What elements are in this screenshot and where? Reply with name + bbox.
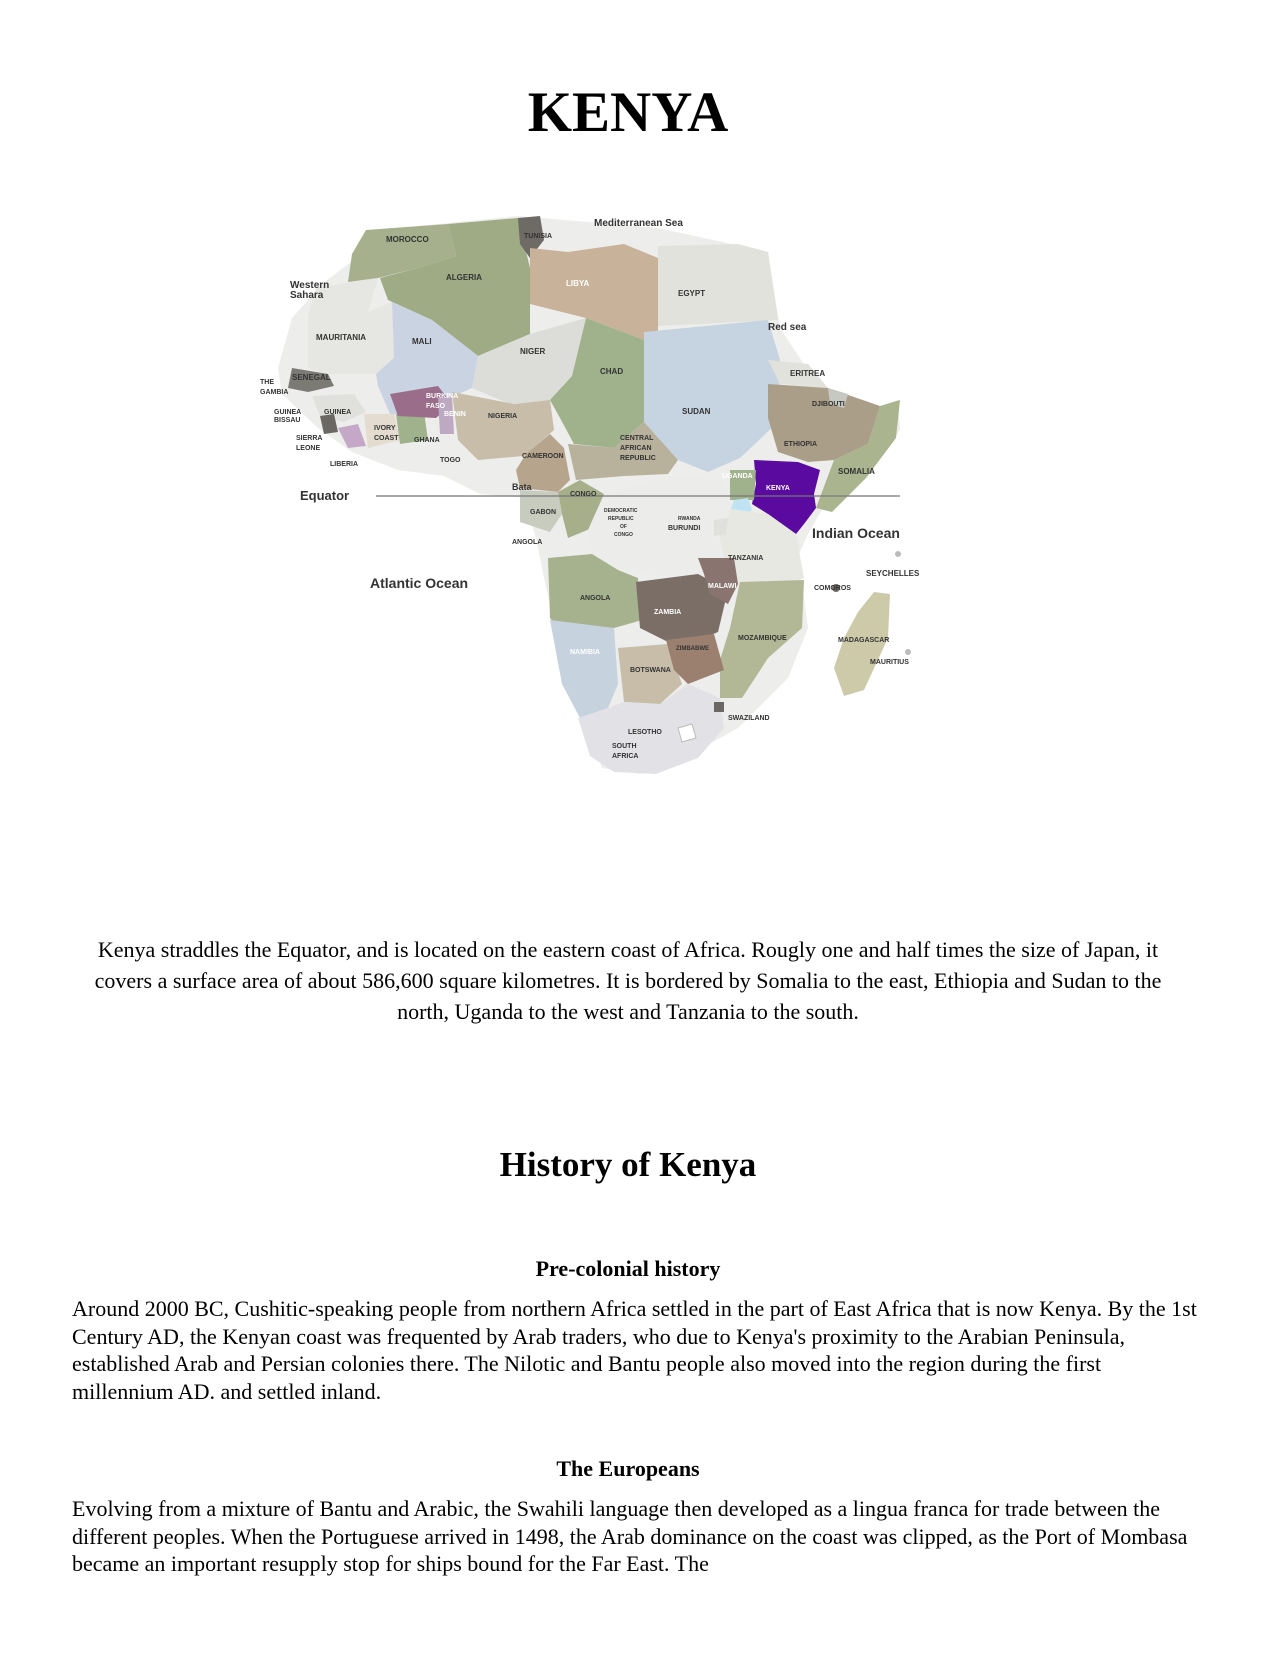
label-burundi: BURUNDI (668, 525, 701, 532)
label-uganda: UGANDA (722, 473, 753, 480)
label-niger: NIGER (520, 347, 546, 356)
label-namibia: NAMIBIA (570, 649, 600, 656)
label-the-gambia-2: GAMBIA (260, 389, 289, 396)
label-zambia: ZAMBIA (654, 609, 682, 616)
label-ivory-coast-1: IVORY (374, 425, 396, 432)
label-western-sahara-1: Western (290, 280, 330, 291)
label-drc-1: DEMOCRATIC (604, 508, 638, 514)
label-gabon: GABON (530, 509, 557, 516)
label-sudan: SUDAN (682, 407, 711, 416)
label-cameroon: CAMEROON (522, 453, 564, 460)
label-angola: ANGOLA (580, 595, 611, 602)
label-ghana: GHANA (414, 437, 440, 444)
label-senegal: SENEGAL (292, 373, 331, 382)
label-seychelles: SEYCHELLES (866, 569, 920, 578)
label-togo: TOGO (440, 457, 461, 464)
label-red-sea: Red sea (768, 322, 807, 333)
label-guinea: GUINEA (324, 409, 352, 416)
page-title: KENYA (527, 81, 729, 144)
country-swaziland (714, 702, 724, 712)
label-zimbabwe: ZIMBABWE (676, 646, 709, 652)
country-rwanda (714, 518, 728, 536)
label-sierra-leone-1: SIERRA (296, 435, 323, 442)
label-car-3: REPUBLIC (620, 455, 656, 462)
label-swaziland: SWAZILAND (728, 715, 770, 722)
label-djibouti: DJIBOUTI (812, 401, 845, 408)
label-south-africa-2: AFRICA (612, 753, 639, 760)
label-angola-small: ANGOLA (512, 539, 543, 546)
label-indian-ocean: Indian Ocean (812, 525, 900, 541)
label-kenya: KENYA (766, 485, 790, 492)
label-bata: Bata (512, 482, 532, 492)
history-heading: History of Kenya (499, 1145, 757, 1184)
label-egypt: EGYPT (678, 289, 706, 298)
country-namibia (550, 620, 618, 718)
label-ethiopia: ETHIOPIA (784, 441, 818, 448)
country-seychelles (895, 551, 901, 557)
label-madagascar: MADAGASCAR (838, 637, 890, 644)
label-congo: CONGO (570, 491, 597, 498)
label-burkina-2: FASO (426, 403, 446, 410)
label-algeria: ALGERIA (446, 273, 482, 282)
label-libya: LIBYA (566, 279, 590, 288)
label-malawi: MALAWI (708, 583, 737, 590)
label-chad: CHAD (600, 367, 624, 376)
label-tunisia: TUNISIA (524, 233, 552, 240)
label-burkina-1: BURKINA (426, 393, 459, 400)
label-guinea-bissau-2: BISSAU (274, 417, 301, 424)
label-car-1: CENTRAL (620, 435, 654, 442)
label-nigeria: NIGERIA (488, 413, 518, 420)
label-mauritius: MAURITIUS (870, 659, 909, 666)
label-guinea-bissau-1: GUINEA (274, 409, 302, 416)
label-sierra-leone-2: LEONE (296, 445, 321, 452)
label-the-gambia-1: THE (260, 379, 274, 386)
label-drc-3: OF (620, 524, 627, 530)
europeans-heading: The Europeans (556, 1456, 700, 1481)
country-mauritius (905, 649, 911, 655)
label-drc-2: REPUBLIC (608, 516, 634, 522)
precolonial-paragraph: Around 2000 BC, Cushitic-speaking people from northern Africa settled in the part of East Africa that is now Kenya. By the 1st Century AD, the Kenyan coast was frequented by Arab traders, who due to Kenya's proximity to the Arabian Peninsula, established Arab and Persian colonies there. The Nilotic and Bantu people also moved into the region during the first millennium AD. and settled inland. (72, 1296, 1197, 1404)
label-comoros: COMOROS (814, 585, 851, 592)
label-lesotho: LESOTHO (628, 729, 662, 736)
europeans-paragraph: Evolving from a mixture of Bantu and Arabic, the Swahili language then developed as a lingua franca for trade between the different peoples. When the Portuguese arrived in 1498, the Arab dominance on the coast was clipped, as the Port of Mombasa became an important resupply stop for ships bound for the Far East. The (72, 1496, 1188, 1576)
label-benin: BENIN (444, 411, 466, 418)
label-mauritania: MAURITANIA (316, 333, 367, 342)
label-tanzania: TANZANIA (728, 555, 764, 562)
label-mediterranean: Mediterranean Sea (594, 218, 683, 229)
label-western-sahara-2: Sahara (290, 290, 324, 301)
label-car-2: AFRICAN (620, 445, 652, 452)
label-morocco: MOROCCO (386, 235, 429, 244)
africa-map (260, 208, 1000, 816)
label-atlantic-ocean: Atlantic Ocean (370, 575, 469, 591)
label-somalia: SOMALIA (838, 467, 875, 476)
country-madagascar (834, 592, 890, 696)
label-botswana: BOTSWANA (630, 667, 671, 674)
africa-map-graphic (260, 208, 1000, 816)
intro-paragraph: Kenya straddles the Equator, and is located on the eastern coast of Africa. Rougly one and half times the size of Japan, it covers a surface area of about 586,600 square kilometres. It is bordered by Somalia to the east, Ethiopia and Sudan to the north, Uganda to the west and Tanzania to the south. (94, 937, 1162, 1024)
label-mozambique: MOZAMBIQUE (738, 635, 787, 642)
label-mali: MALI (412, 337, 432, 346)
precolonial-heading: Pre-colonial history (535, 1256, 721, 1281)
label-south-africa-1: SOUTH (612, 743, 637, 750)
label-eritrea: ERITREA (790, 369, 826, 378)
label-drc-4: CONGO (614, 532, 633, 538)
label-rwanda: RWANDA (678, 516, 701, 522)
label-ivory-coast-2: COAST (374, 435, 399, 442)
country-egypt (658, 244, 778, 326)
label-liberia: LIBERIA (330, 461, 358, 468)
label-equator: Equator (300, 488, 350, 503)
